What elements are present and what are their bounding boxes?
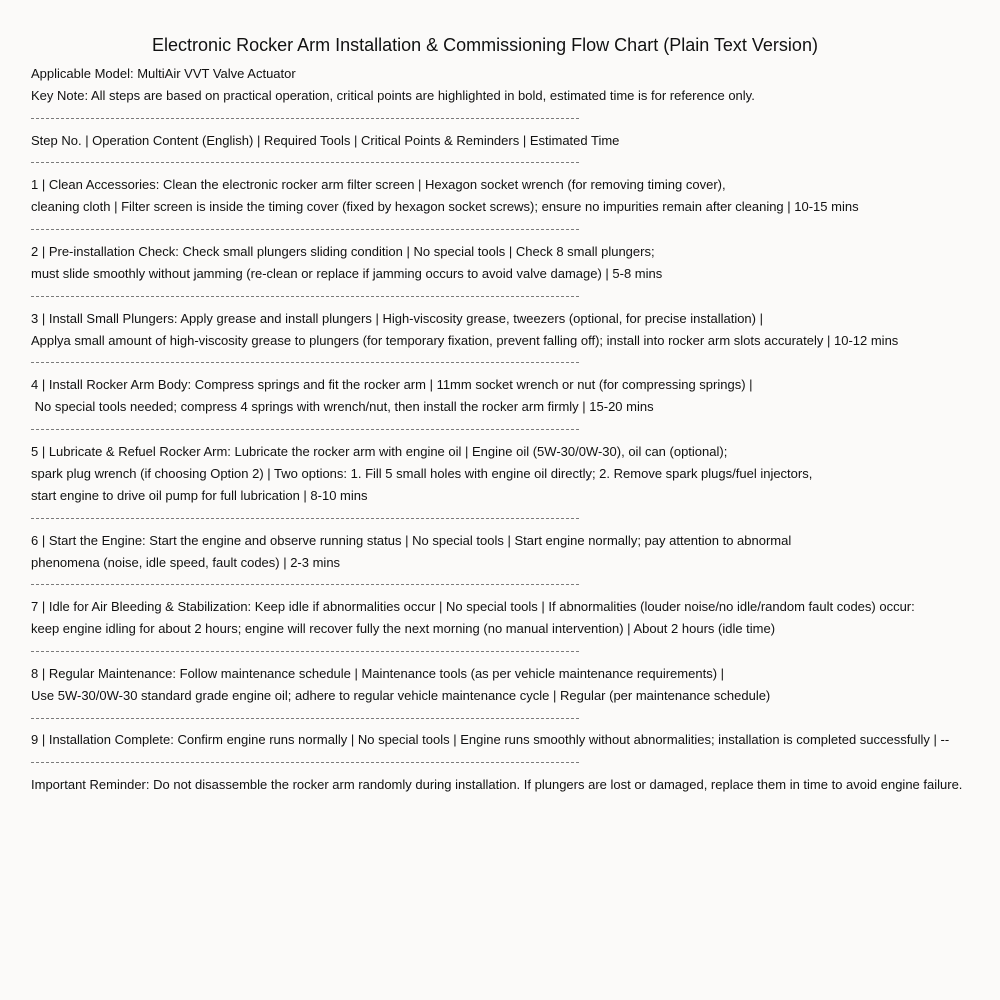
divider: [31, 162, 579, 163]
step-4-line-2: No special tools needed; compress 4 springs with wrench/nut, then install the rocker arm firmly | 15-20 mins: [31, 399, 654, 414]
table-header: Step No. | Operation Content (English) | Required Tools | Critical Points & Reminders | Estimated Time: [31, 133, 620, 148]
step-1-line-1: 1 | Clean Accessories: Clean the electronic rocker arm filter screen | Hexagon socket wrench (for removing timing cover),: [31, 177, 726, 192]
divider: [31, 429, 579, 430]
step-6-line-2: phenomena (noise, idle speed, fault codes) | 2-3 mins: [31, 555, 341, 570]
key-note: Key Note: All steps are based on practical operation, critical points are highlighted in bold, estimated time is for reference only.: [31, 88, 755, 103]
divider: [31, 296, 579, 297]
step-5-line-2: spark plug wrench (if choosing Option 2) | Two options: 1. Fill 5 small holes with engine oil directly; 2. Remove spark plugs/fuel injectors,: [31, 466, 813, 481]
divider: [31, 718, 579, 719]
step-5-line-3: start engine to drive oil pump for full lubrication | 8-10 mins: [31, 488, 368, 503]
divider: [31, 651, 579, 652]
page-title: Electronic Rocker Arm Installation & Commissioning Flow Chart (Plain Text Version): [152, 35, 818, 55]
step-1-line-2: cleaning cloth | Filter screen is inside the timing cover (fixed by hexagon socket screws); ensure no impurities remain after cleaning | 10-15 mins: [31, 199, 859, 214]
divider: [31, 762, 579, 763]
divider: [31, 362, 579, 363]
applicable-model: Applicable Model: MultiAir VVT Valve Actuator: [31, 66, 296, 81]
step-2-line-1: 2 | Pre-installation Check: Check small plungers sliding condition | No special tools | Check 8 small plungers;: [31, 244, 655, 259]
step-4-line-1: 4 | Install Rocker Arm Body: Compress springs and fit the rocker arm | 11mm socket wrench or nut (for compressing springs) |: [31, 377, 753, 392]
step-8-line-2: Use 5W-30/0W-30 standard grade engine oil; adhere to regular vehicle maintenance cycle | Regular (per maintenance schedule): [31, 688, 771, 703]
important-reminder: Important Reminder: Do not disassemble the rocker arm randomly during installation. If plungers are lost or damaged, replace them in time to avoid engine failure.: [31, 777, 963, 792]
step-3-line-2: Applya small amount of high-viscosity grease to plungers (for temporary fixation, prevent falling off); install into rocker arm slots accurately | 10-12 mins: [31, 333, 899, 348]
step-3-line-1: 3 | Install Small Plungers: Apply grease and install plungers | High-viscosity grease, tweezers (optional, for precise installation) |: [31, 311, 763, 326]
divider: [31, 518, 579, 519]
divider: [31, 229, 579, 230]
step-6-line-1: 6 | Start the Engine: Start the engine and observe running status | No special tools | Start engine normally; pay attention to abnormal: [31, 533, 792, 548]
step-8-line-1: 8 | Regular Maintenance: Follow maintenance schedule | Maintenance tools (as per vehicle maintenance requirements) |: [31, 666, 725, 681]
step-7-line-1: 7 | Idle for Air Bleeding & Stabilization: Keep idle if abnormalities occur | No special tools | If abnormalities (louder noise/no idle/random fault codes) occur:: [31, 599, 915, 614]
step-2-line-2: must slide smoothly without jamming (re-clean or replace if jamming occurs to avoid valve damage) | 5-8 mins: [31, 266, 663, 281]
divider: [31, 118, 579, 119]
step-7-line-2: keep engine idling for about 2 hours; engine will recover fully the next morning (no manual intervention) | About 2 hours (idle time): [31, 621, 776, 636]
step-5-line-1: 5 | Lubricate & Refuel Rocker Arm: Lubricate the rocker arm with engine oil | Engine oil (5W-30/0W-30), oil can (optional);: [31, 444, 728, 459]
divider: [31, 584, 579, 585]
step-9-line-1: 9 | Installation Complete: Confirm engine runs normally | No special tools | Engine runs smoothly without abnormalities; installation is completed successfully | --: [31, 732, 950, 747]
